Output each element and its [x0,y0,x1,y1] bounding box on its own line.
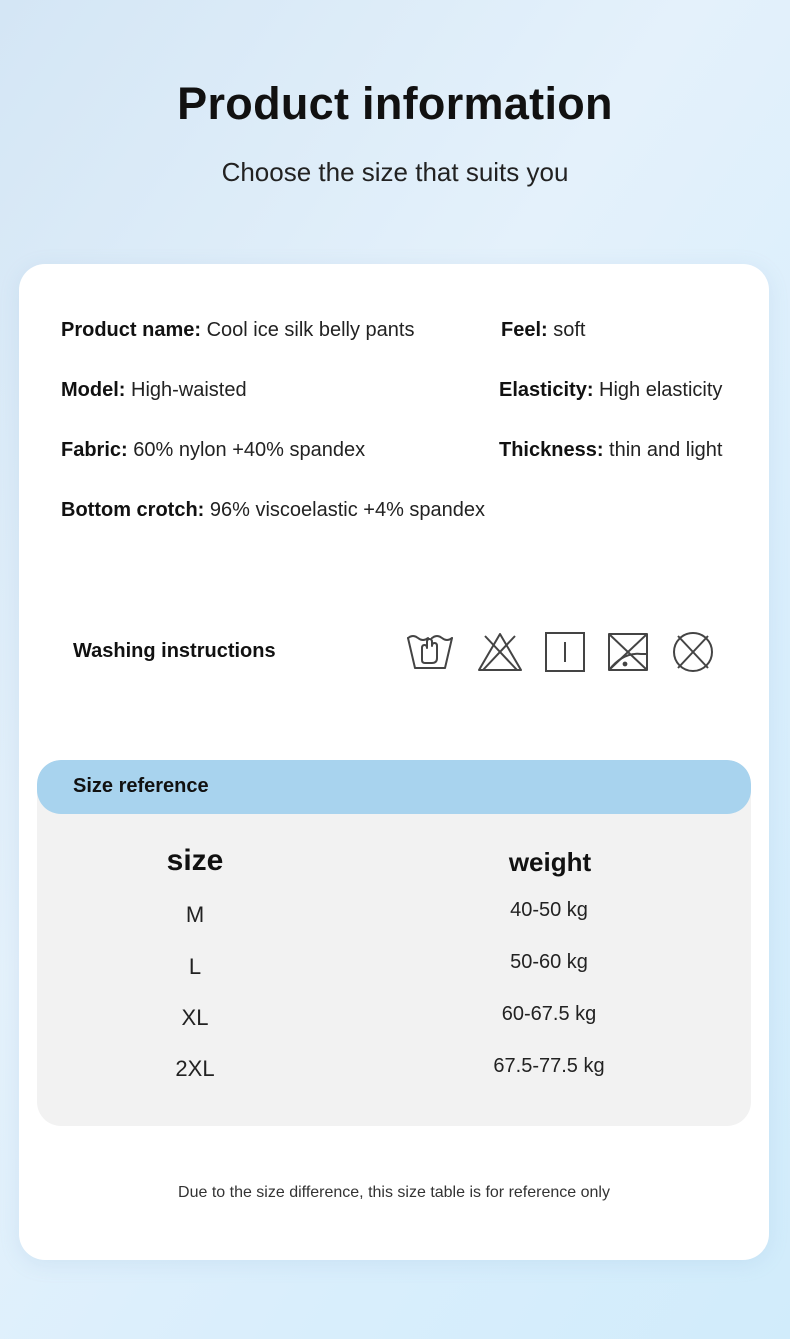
size-column-header: size [166,844,224,877]
weight-cell: 67.5-77.5 kg [493,1055,605,1077]
spec-fabric [61,439,365,462]
weight-cell: 50-60 kg [510,951,588,973]
size-reference-label: Size reference [73,775,209,797]
hand-wash-icon [405,630,455,674]
spec-key: Bottom crotch: [61,499,205,521]
washing-instructions-label: Washing instructions [73,640,276,662]
spec-key: Product name: [61,319,202,341]
spec-model [61,379,247,402]
page-subtitle: Choose the size that suits you [221,157,569,187]
spec-bottom-crotch [61,499,485,522]
do-not-tumble-dry-icon [668,630,718,674]
spec-product-name [61,319,414,342]
size-cell: XL [181,1005,209,1030]
size-cell: M [185,902,205,927]
spec-key: Model: [61,379,126,401]
size-cell: L [188,954,202,979]
size-disclaimer: Due to the size difference, this size table is for reference only [178,1184,610,1201]
spec-key: Feel: [501,319,548,341]
spec-key: Fabric: [61,439,128,461]
spec-thickness [499,439,722,462]
spec-key: Elasticity: [499,379,594,401]
line-dry-icon [540,630,590,674]
size-reference-header [37,760,751,814]
weight-cell: 60-67.5 kg [501,1003,597,1025]
spec-value: High-waisted [131,379,247,401]
spec-value: High elasticity [599,379,723,401]
page-title: Product information [177,78,613,129]
spec-value: 60% nylon +40% spandex [133,439,366,461]
spec-key: Thickness: [499,439,604,461]
weight-column-header: weight [508,847,592,877]
size-reference-panel [37,760,751,1126]
spec-value: Cool ice silk belly pants [206,319,415,341]
spec-value: soft [553,319,586,341]
product-info-card [19,264,769,1260]
weight-cell: 40-50 kg [510,899,588,921]
do-not-iron-icon [603,630,653,674]
spec-feel [501,319,586,342]
do-not-bleach-icon [475,630,525,674]
size-cell: 2XL [175,1056,215,1081]
spec-value: thin and light [609,439,723,461]
spec-elasticity [499,379,722,402]
spec-value: 96% viscoelastic +4% spandex [209,499,486,521]
